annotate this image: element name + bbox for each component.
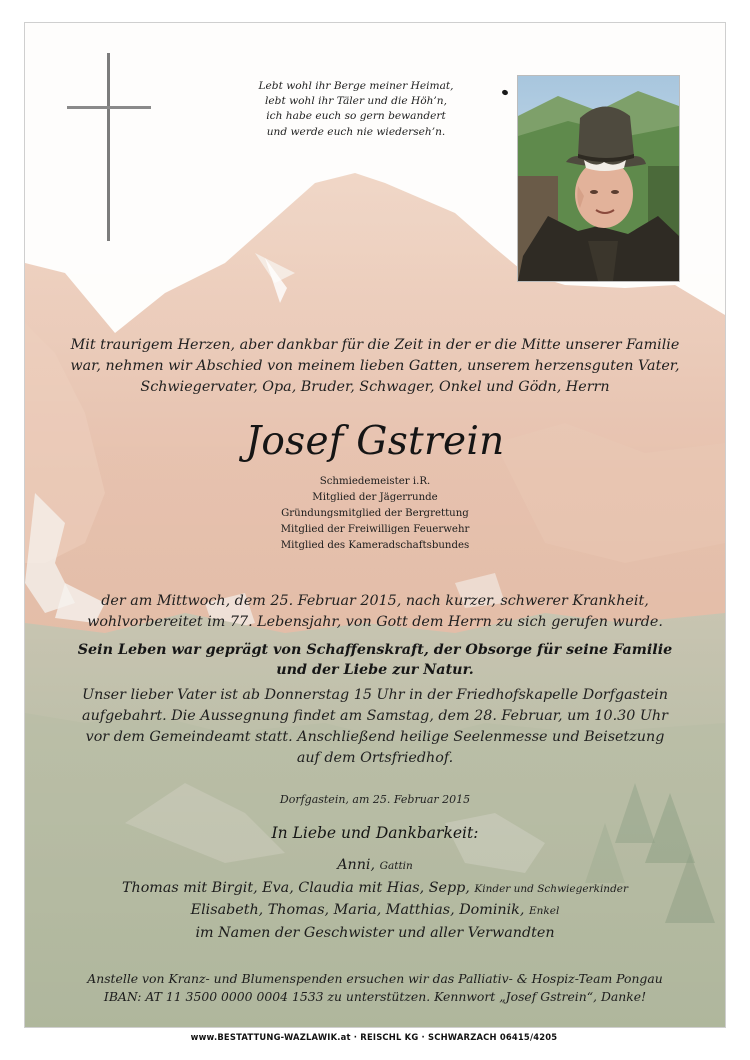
mourner-relation: Enkel xyxy=(528,905,560,918)
mourner-row xyxy=(33,855,717,878)
deceased-name: Josef Gstrein xyxy=(245,419,505,464)
deceased-roles xyxy=(175,474,575,554)
role-item: Mitglied der Jägerrunde xyxy=(312,492,438,503)
poem-line: ich habe euch so gern bewandert xyxy=(266,110,446,123)
poem-line: lebt wohl ihr Täler und die Höh’n, xyxy=(265,95,447,108)
mourner-names: Anni, xyxy=(337,857,376,873)
closing-phrase: In Liebe und Dankbarkeit: xyxy=(271,824,479,842)
farewell-poem xyxy=(231,79,481,140)
mourners-list xyxy=(33,855,717,944)
mourner-row xyxy=(33,923,717,945)
poem-line: Lebt wohl ihr Berge meiner Heimat, xyxy=(258,80,454,92)
role-item: Schmiedemeister i.R. xyxy=(319,476,431,487)
intro-line: war, nehmen wir Abschied von meinem lieben Gatten, unserem herzensguten Vater, xyxy=(70,358,680,374)
place-date: Dorfgastein, am 25. Februar 2015 xyxy=(279,793,471,806)
intro-text xyxy=(53,335,697,398)
donation-line: IBAN: AT 11 3500 0000 0004 1533 zu unterstützen. Kennwort „Josef Gstrein“, Danke! xyxy=(103,989,647,1004)
role-item: Gründungsmitglied der Bergrettung xyxy=(281,508,469,519)
death-line: der am Mittwoch, dem 25. Februar 2015, nach kurzer, schwerer Krankheit, xyxy=(101,593,649,609)
tribute-line: Sein Leben war geprägt von Schaffenskraft, der Obsorge für seine Familie xyxy=(77,642,673,658)
funeral-line: Unser lieber Vater ist ab Donnerstag 15 Uhr in der Friedhofskapelle Dorfgastein xyxy=(82,687,668,703)
tribute-line: und der Liebe zur Natur. xyxy=(276,662,474,678)
funeral-line: aufgebahrt. Die Aussegnung findet am Samstag, dem 28. Februar, um 10.30 Uhr xyxy=(82,708,668,724)
mourner-names: Elisabeth, Thomas, Maria, Matthias, Dominik, xyxy=(190,902,525,919)
role-item: Mitglied der Freiwilligen Feuerwehr xyxy=(280,524,470,535)
mourner-names: Thomas mit Birgit, Eva, Claudia mit Hias, Sepp, xyxy=(121,879,470,896)
role-item: Mitglied des Kameradschaftsbundes xyxy=(280,540,470,551)
poem-line: und werde euch nie wiederseh’n. xyxy=(266,125,446,138)
intro-line: Schwiegervater, Opa, Bruder, Schwager, Onkel und Gödn, Herrn xyxy=(140,379,610,395)
mourner-relation: Gattin xyxy=(379,860,413,872)
mourner-relation: Kinder und Schwiegerkinder xyxy=(474,882,629,895)
life-tribute xyxy=(45,640,705,680)
death-line: wohlvorbereitet im 77. Lebensjahr, von Gott dem Herrn zu sich gerufen wurde. xyxy=(87,614,663,630)
funeral-line: vor dem Gemeindeamt statt. Anschließend heilige Seelenmesse und Beisetzung xyxy=(85,729,665,745)
donation-request xyxy=(35,970,715,1006)
intro-line: Mit traurigem Herzen, aber dankbar für die Zeit in der er die Mitte unserer Familie xyxy=(70,337,680,353)
mourner-row xyxy=(33,878,717,901)
death-notice xyxy=(45,591,705,633)
funeral-line: auf dem Ortsfriedhof. xyxy=(296,750,454,766)
funeral-details xyxy=(45,685,705,769)
funeral-home-footer: www.BESTATTUNG-WAZLAWIK.at · REISCHL KG · SCHWARZACH 06415/4205 xyxy=(190,1032,558,1042)
mourner-row xyxy=(33,900,717,923)
portrait-photo xyxy=(518,76,679,281)
cross-icon xyxy=(67,53,151,243)
donation-line: Anstelle von Kranz- und Blumenspenden ersuchen wir das Palliativ- & Hospiz-Team Pongau xyxy=(87,971,663,986)
mourner-names: im Namen der Geschwister und aller Verwandten xyxy=(195,924,555,941)
obituary-card xyxy=(24,22,726,1028)
